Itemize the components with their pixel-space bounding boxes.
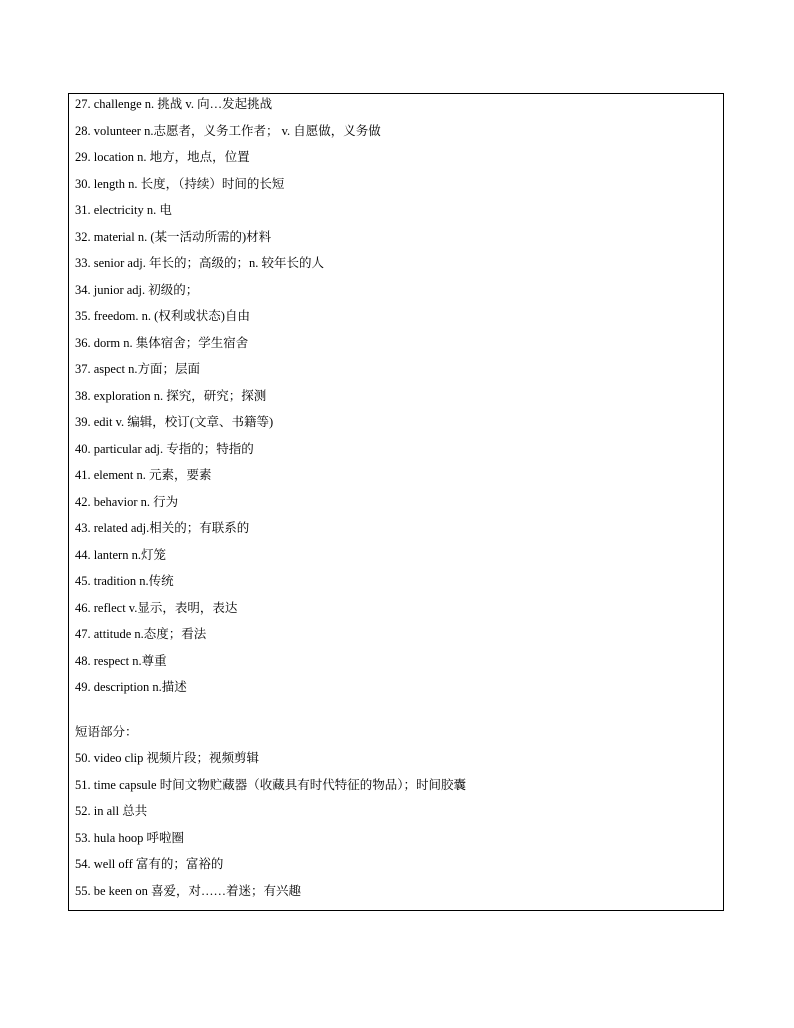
vocab-item-40: 40. particular adj. 专指的；特指的: [75, 441, 254, 456]
vocab-item-41: 41. element n. 元素，要素: [75, 468, 212, 482]
vocab-item-43: 43. related adj.相关的；有联系的: [75, 521, 250, 535]
phrase-item-54: 54. well off 富有的；富裕的: [75, 857, 224, 871]
vocab-item-45: 45. tradition n.传统: [75, 574, 174, 588]
vocab-item-42: 42. behavior n. 行为: [75, 494, 179, 509]
vocab-item-49: 49. description n.描述: [75, 680, 187, 694]
vocab-item-27: 27. challenge n. 挑战 v. 向…发起挑战: [75, 97, 273, 111]
vocab-item-29: 29. location n. 地方，地点，位置: [75, 150, 250, 164]
phrases-heading: 短语部分：: [75, 724, 138, 739]
phrase-item-50: 50. video clip 视频片段；视频剪辑: [75, 751, 260, 765]
phrase-item-51: 51. time capsule 时间文物贮藏器（收藏具有时代特征的物品）；时间胶囊: [75, 777, 466, 792]
vocab-item-28: 28. volunteer n.志愿者，义务工作者； v. 自愿做，义务做: [75, 123, 381, 138]
phrase-item-53: 53. hula hoop 呼啦圈: [75, 830, 185, 845]
vocab-item-47: 47. attitude n.态度；看法: [75, 627, 207, 641]
vocabulary-table: [68, 93, 724, 911]
vocab-item-39: 39. edit v. 编辑，校订(文章、书籍等): [75, 415, 274, 429]
vocab-item-34: 34. junior adj. 初级的；: [75, 282, 199, 297]
phrase-item-55: 55. be keen on 喜爱，对……着迷；有兴趣: [75, 883, 302, 898]
vocab-item-32: 32. material n. (某一活动所需的)材料: [75, 229, 272, 244]
vocab-item-46: 46. reflect v.显示，表明，表达: [75, 600, 238, 615]
vocab-item-31: 31. electricity n. 电: [75, 203, 172, 217]
vocab-item-44: 44. lantern n.灯笼: [75, 547, 166, 562]
vocab-item-37: 37. aspect n.方面；层面: [75, 362, 200, 376]
phrase-item-52: 52. in all 总共: [75, 804, 148, 818]
section-spacer: [75, 704, 719, 722]
vocab-item-36: 36. dorm n. 集体宿舍；学生宿舍: [75, 335, 249, 350]
vocab-item-38: 38. exploration n. 探究，研究；探测: [75, 388, 267, 403]
vocab-item-33: 33. senior adj. 年长的；高级的；n. 较年长的人: [75, 256, 324, 270]
vocab-item-35: 35. freedom. n. (权利或状态)自由: [75, 309, 250, 323]
vocab-item-30: 30. length n. 长度，（持续）时间的长短: [75, 176, 285, 191]
vocabulary-content: [75, 94, 719, 907]
vocab-item-48: 48. respect n.尊重: [75, 653, 167, 668]
